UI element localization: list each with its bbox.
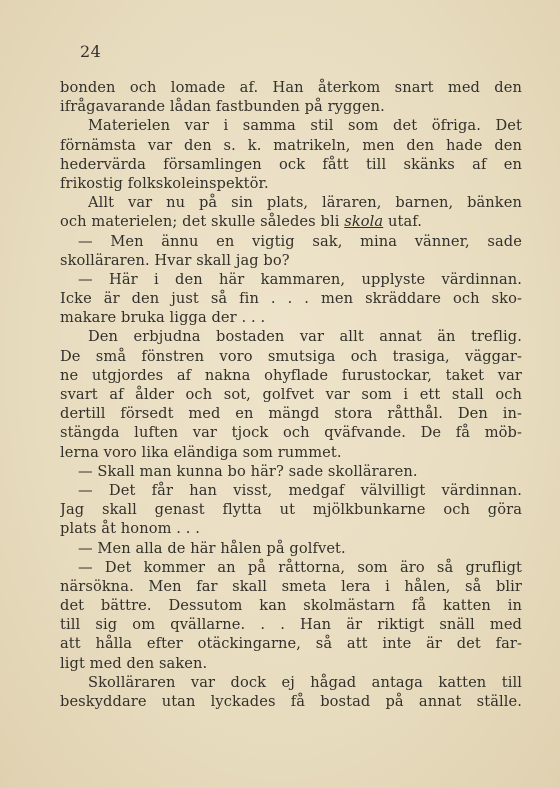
- emphasized-word: skola: [344, 213, 384, 231]
- text-line: det bättre. Dessutom kan skolmästarn få katten in: [60, 597, 522, 615]
- text-line: ifrågavarande lådan fastbunden på ryggen.: [60, 98, 385, 116]
- text-fragment: och materielen; det skulle således bli: [60, 213, 340, 231]
- text-line: ne utgjordes af nakna ohyflade furustockar, taket var: [60, 366, 522, 384]
- text-line: Den erbjudna bostaden var allt annat än treflig.: [88, 328, 522, 346]
- text-line: — Här i den här kammaren, upplyste värdinnan.: [78, 270, 522, 288]
- text-line: hedervärda församlingen ock fått till skänks af en: [60, 155, 522, 173]
- text-line: makare bruka ligga der . . .: [60, 309, 266, 327]
- text-line: Icke är den just så fin . . . men skräddare och sko-: [60, 290, 522, 308]
- text-line: [60, 212, 522, 231]
- text-line: frikostig folkskoleinspektör.: [60, 174, 269, 192]
- text-line: till sig om qvällarne. . . Han är riktigt snäll med: [60, 616, 522, 634]
- text-line: — Men alla de här hålen på golfvet.: [78, 539, 346, 557]
- text-line: plats åt honom . . .: [60, 520, 200, 538]
- text-line: Skolläraren var dock ej hågad antaga katten till: [88, 673, 522, 691]
- text-line: Materielen var i samma stil som det öfriga. Det: [88, 117, 522, 135]
- text-line: Allt var nu på sin plats, läraren, barnen, bänken: [88, 194, 522, 212]
- text-line: stängda luften var tjock och qväfvande. De få möb-: [60, 424, 522, 442]
- text-line: skolläraren. Hvar skall jag bo?: [60, 251, 290, 269]
- text-line: — Det kommer an på råttorna, som äro så grufligt: [78, 558, 522, 576]
- text-line: — Skall man kunna bo här? sade skolläraren.: [78, 462, 418, 480]
- text-line: närsökna. Men far skall smeta lera i hålen, så blir: [60, 577, 522, 595]
- text-line: lerna voro lika eländiga som rummet.: [60, 443, 342, 461]
- text-line: svart af ålder och sot, golfvet var som i ett stall och: [60, 386, 522, 403]
- text-line: bonden och lomade af. Han återkom snart med den: [60, 79, 522, 96]
- page-body-text: [60, 78, 522, 711]
- text-line: De små fönstren voro smutsiga och trasiga, väggar-: [60, 347, 522, 365]
- text-line: ligt med den saken.: [60, 654, 208, 672]
- text-line: beskyddare utan lyckades få bostad på annat ställe.: [60, 693, 522, 710]
- text-line: förnämsta var den s. k. matrikeln, men den hade den: [60, 136, 522, 154]
- text-line: Jag skall genast flytta ut mjölkbunkarne och göra: [60, 501, 522, 519]
- text-line: — Det får han visst, medgaf välvilligt värdinnan.: [78, 481, 522, 499]
- text-line: — Men ännu en vigtig sak, mina vänner, sade: [78, 232, 522, 250]
- page-number: 24: [80, 42, 102, 61]
- text-fragment: utaf.: [387, 213, 422, 231]
- text-line: dertill försedt med en mängd stora råtthål. Den in-: [60, 405, 522, 423]
- text-line: att hålla efter otäckingarne, så att inte är det far-: [60, 635, 522, 653]
